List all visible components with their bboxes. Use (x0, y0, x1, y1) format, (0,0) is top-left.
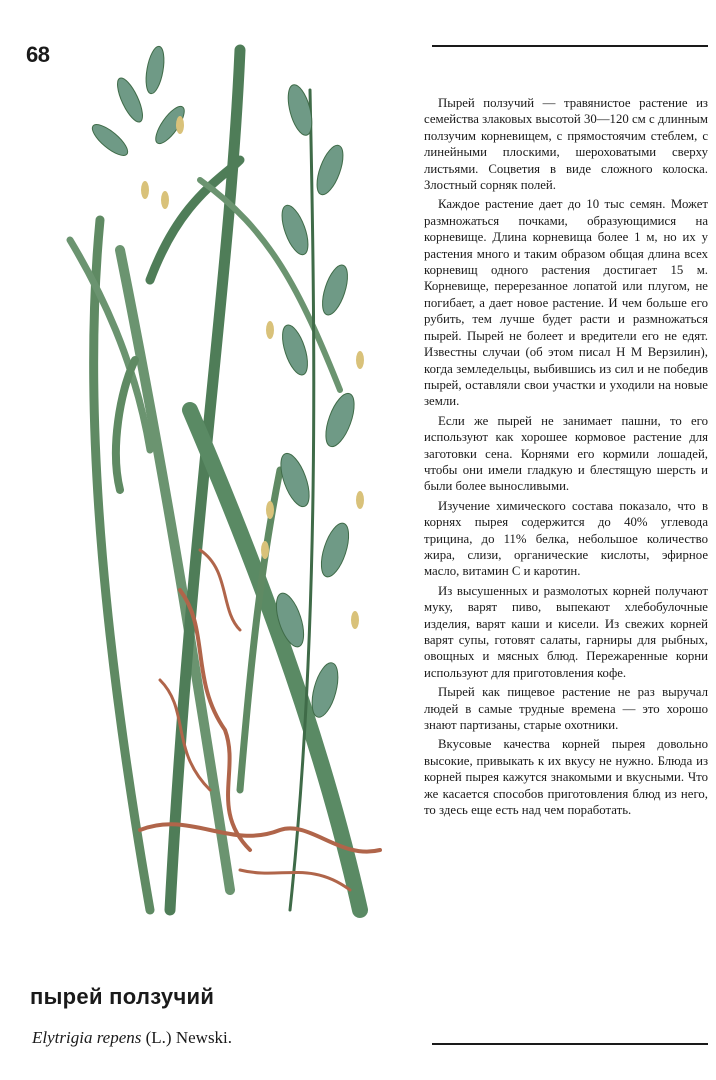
paragraph: Пырей как пищевое растение не раз выручал людей в самые трудные времена — это хорошо знают партизаны, старые охотники. (424, 685, 708, 733)
paragraph: Из высушенных и размолотых корней получают муку, варят пиво, выпекают хлебобулочные изделия, варят каши и кисели. Из свежих корней варят супы, готовят салаты, гарниры для рыбных, овощных и мясных блюд. Пережаренные корни используют для приготовления кофе. (424, 583, 708, 680)
couch-grass-illustration (40, 30, 435, 930)
paragraph: Вкусовые качества корней пырея довольно высокие, привыкать к их вкусу не нужно. Блюда из корней пырея кажутся знакомыми и вкусными. Что же касается способов приготовления блюд из него, то здесь еще есть над чем поработать. (424, 737, 708, 818)
latin-author: (L.) Newski. (145, 1028, 233, 1047)
paragraph: Пырей ползучий — травянистое растение из семейства злаковых высотой 30—120 см с длинным ползучим корневищем, с прямостоячим стеблем, с линейными плоскими, шероховатыми сверху листьями. Соцветия в виде сложного колоска. Злостный сорняк полей. (424, 96, 708, 193)
latin-binomial: Elytrigia repens (32, 1028, 142, 1047)
page-number: 68 (26, 42, 50, 67)
paragraph: Изучение химического состава показало, что в корнях пырея содержится до 40% углевода трицина, до 11% белка, небольшое количество жира, слизи, органические кислоты, эфирное масло, витамин С и каротин. (424, 498, 708, 579)
plant-name-ru: пырей ползучий (30, 984, 215, 1009)
paragraph: Если же пырей не занимает пашни, то его используют как хорошее кормовое растение для заготовки сена. Корнями его кормили лошадей, чтобы они имели гладкую и блестящую шерсть и были более выносливыми. (424, 413, 708, 494)
paragraph: Каждое растение дает до 10 тыс семян. Может размножаться почками, образующимися на корневище. Длина корневища более 1 м, но их у растения много и таким образом общая длина всех корневищ одного растения достигает 15 м. Корневище, перерезанное лопатой или плугом, не погибает, а дает новое растение. И чем больше его рубить, тем лучше будет расти и размножаться пырей. Пырей не болеет и вредители его не едят. Известны случаи (об этом писал Н М Верзилин), когда земледельцы, выбившись из сил и не победив пырей, оставляли свои участки и уходили на новые земли. (424, 197, 708, 409)
bottom-rule (432, 1043, 708, 1045)
plant-name-latin (32, 1028, 232, 1048)
top-rule (432, 45, 708, 47)
article-body (424, 95, 708, 821)
